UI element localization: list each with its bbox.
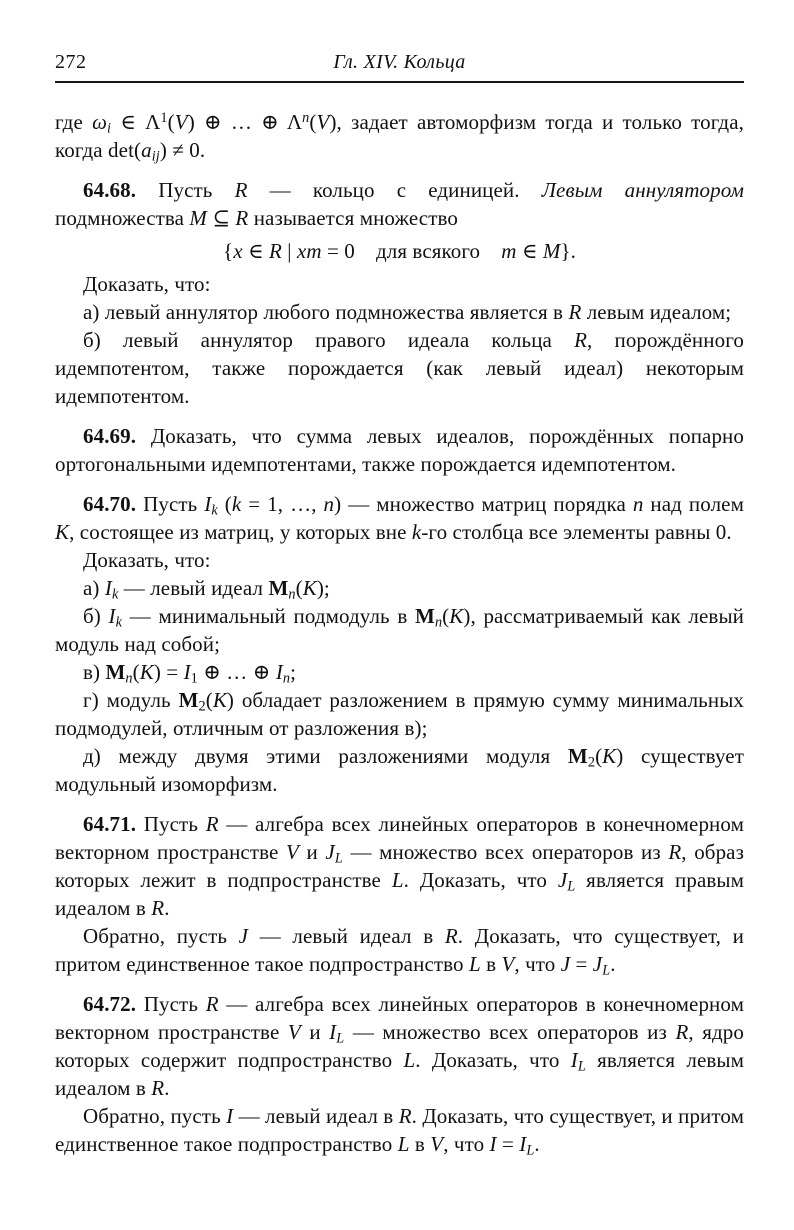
problem-paragraph: 64.71. Пусть R — алгебра всех линейных операторов в конечномерном векторном пространстве V и $J_L$ — множество всех операторов из R, образ которых лежит в подпространстве L. Доказать, что $J_L$ является правым идеалом в R. (55, 812, 745, 920)
page-header (55, 50, 744, 81)
list-item-paragraph: а) левый аннулятор любого подмножества является в R левым идеалом; (83, 300, 732, 324)
problem-paragraph: 64.69. Доказать, что сумма левых идеалов, порождённых попарно ортогональными идемпотентами, также порождается идемпотентом. (55, 424, 744, 476)
text-paragraph: Доказать, что: (83, 272, 211, 296)
list-item-paragraph: в) $M_n(K) = I_1$ ⊕ … ⊕ $I_n$; (83, 660, 297, 687)
list-item-paragraph: г) модуль $M_2(K)$ обладает разложением в прямую сумму минимальных подмодулей, отличным от разложения в); (55, 688, 745, 740)
page-number: 272 (55, 51, 87, 73)
page-body (55, 83, 744, 1158)
running-header: Гл. XIV. Кольца (333, 51, 466, 73)
list-item-paragraph: б) $I_k$ — минимальный подмодуль в $M_n(K)$, рассматриваемый как левый модуль над собой; (55, 604, 744, 656)
text-paragraph: Обратно, пусть I — левый идеал в R. Доказать, что существует, и притом единственное такое подпространство L в V, что $I = I_L$. (55, 1104, 744, 1159)
display-formula: {x ∈ R | xm = 0 для всякого m ∈ M}. (223, 239, 576, 263)
text-paragraph: Доказать, что: (83, 548, 211, 572)
problem-paragraph: 64.70. Пусть $I_k$ (k = 1, …, n) — множество матриц порядка n над полем K, состоящее из матриц, у которых вне k-го столбца все элементы равны 0. (55, 492, 744, 544)
text-paragraph: Обратно, пусть J — левый идеал в R. Доказать, что существует, и притом единственное такое подпространство L в V, что $J = J_L$. (55, 924, 744, 979)
list-item-paragraph: д) между двумя этими разложениями модуля $M_2(K)$ существует модульный изоморфизм. (55, 744, 745, 796)
problem-paragraph: 64.72. Пусть R — алгебра всех линейных операторов в конечномерном векторном пространстве V и $I_L$ — множество всех операторов из R, ядро которых содержит подпространство L. Доказать, что $I_L$ является левым идеалом в R. (55, 992, 744, 1100)
list-item-paragraph: б) левый аннулятор правого идеала кольца R, порождённого идемпотентом, также порождается (как левый идеал) некоторым идемпотентом. (55, 328, 744, 408)
problem-paragraph: 64.68. Пусть R — кольцо с единицей. Левым аннулятором подмножества M ⊆ R называется множество (55, 178, 745, 230)
list-item-paragraph: а) $I_k$ — левый идеал $M_n(K)$; (83, 576, 330, 603)
continuation-paragraph: где $\omega_i$ ∈ $\Lambda^1(V)$ ⊕ … ⊕ $\Lambda^n(V)$, задает автоморфизм тогда и только тогда, когда $\det(a_{ij}) \ne 0$. (55, 109, 744, 165)
